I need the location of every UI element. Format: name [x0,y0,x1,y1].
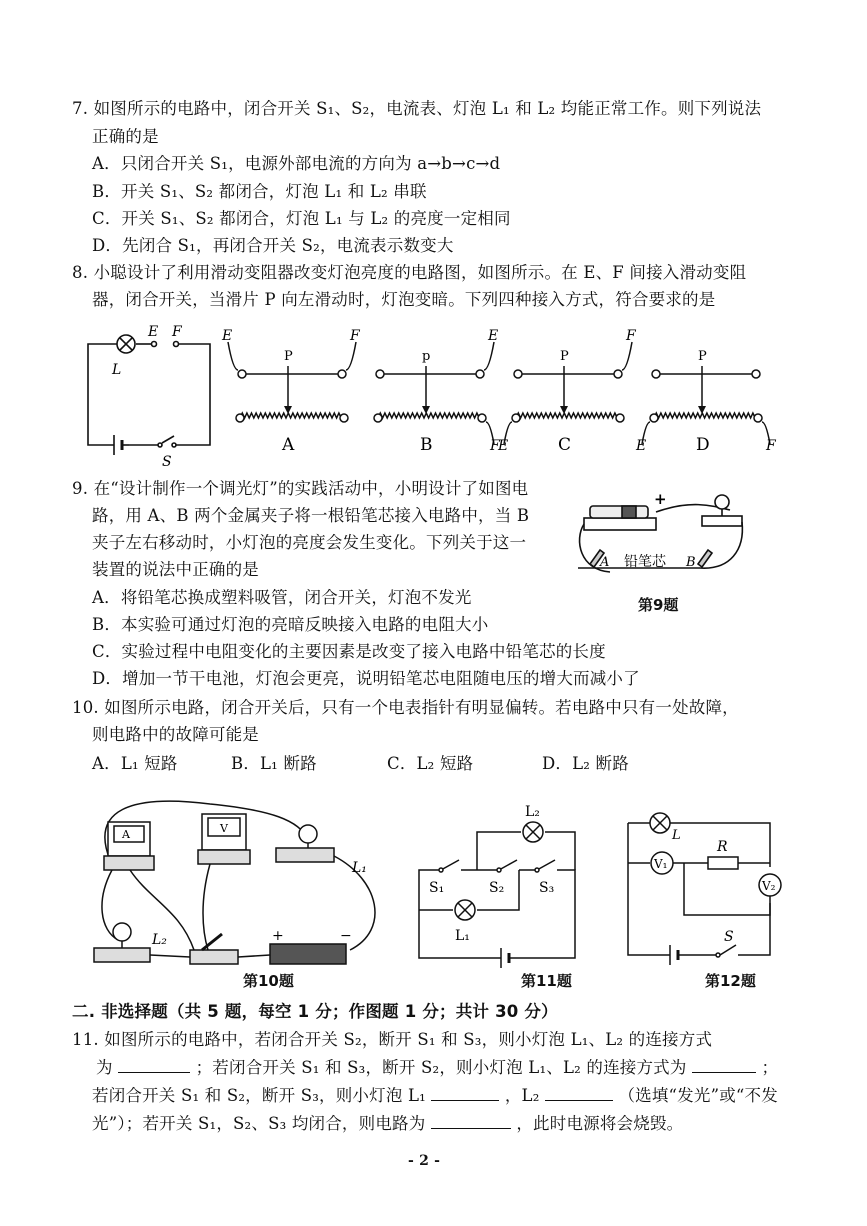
page-number: - 2 - [408,1153,441,1169]
q8-option-c [497,328,637,455]
q10-minus-label: − [340,928,352,944]
q8-terminal-top-right-label: F [350,328,360,344]
q8-slider-label: p [422,349,431,364]
q10-voltmeter-label: V [220,822,228,835]
q11-line3-a: 若闭合开关 S₁ 和 S₂，断开 S₃，则小灯泡 L₁ [92,1086,426,1105]
q12-figure-caption: 第12题 [705,972,756,990]
q11-line3-c: （选填“发光”或“不发 [618,1086,778,1105]
q10-plus-label: + [272,928,284,944]
q11-line1: 11. 如图所示的电路中，若闭合开关 S₂，断开 S₁ 和 S₃，则小灯泡 L₁、L₂ 的连接方式 [72,1030,713,1049]
q8-circuit-diagram [78,322,218,470]
q8-label-f: F [172,324,182,340]
q11-line2-c: ； [761,1058,779,1077]
q11-figure-caption: 第11题 [521,972,572,990]
q9-option-d: D．增加一节干电池，灯泡会更亮，说明铅笔芯电阻随电压的增大而减小了 [92,669,640,688]
q11-label-l1: L₁ [455,928,470,944]
q12-label-s: S [724,929,734,945]
q11-label-s2: S₂ [489,880,505,896]
q8-option-a [221,328,361,455]
q9-label-core: 铅笔芯 [624,554,666,570]
q10-figure [90,800,390,975]
q8-slider-label: P [698,349,707,364]
q8-terminal-bottom-right-label: F [490,438,500,454]
q10-option-d: D．L₂ 断路 [542,754,629,773]
q8-stem-line1: 8. 小聪设计了利用滑动变阻器改变灯泡亮度的电路图，如图所示。在 E、F 间接入滑动变阻 [72,263,747,282]
q11-label-s3: S₃ [539,880,555,896]
q10-stem-line2: 则电路中的故障可能是 [92,725,259,744]
q12-figure [620,805,785,975]
q9-figure-caption: 第9题 [638,596,679,614]
q12-label-r: R [717,839,728,855]
q12-label-l: L [672,828,681,843]
q11-figure [405,800,595,975]
q8-slider-label: P [560,349,569,364]
q11-line2-b: ；若闭合开关 S₁ 和 S₃，断开 S₂，则小灯泡 L₁、L₂ 的连接方式为 [195,1058,687,1077]
q11-line4 [92,1112,683,1135]
q7-option-b: B．开关 S₁、S₂ 都闭合，灯泡 L₁ 和 L₂ 串联 [92,182,427,201]
q10-option-a: A．L₁ 短路 [92,754,178,773]
q8-option-letter: A [282,435,295,455]
q8-terminal-top-left-label: E [222,328,233,344]
q8-terminal-top-right-label: F [626,328,636,344]
q8-slider-label: P [284,349,293,364]
q9-option-c: C．实验过程中电阻变化的主要因素是改变了接入电路中铅笔芯的长度 [92,642,606,661]
q8-option-b [374,328,501,455]
q7-option-d: D．先闭合 S₁，再闭合开关 S₂，电流表示数变大 [92,236,454,255]
q8-terminal-bottom-left-label: E [636,438,647,454]
q9-label-a: A [600,555,610,570]
q10-option-c: C．L₂ 短路 [387,754,474,773]
q12-label-v2: V₂ [762,879,776,893]
q11-blank-3[interactable] [431,1084,499,1101]
q9-option-b: B．本实验可通过灯泡的亮暗反映接入电路的电阻大小 [92,615,489,634]
q8-label-e: E [148,324,159,340]
q11-line2 [96,1056,778,1079]
q8-option-d [635,349,777,455]
q9-stem-line1: 9. 在“设计制作一个调光灯”的实践活动中，小明设计了如图电 [72,479,529,498]
q9-figure [570,480,750,590]
q11-line3-b: ，L₂ [504,1086,540,1105]
q11-label-l2: L₂ [525,804,540,820]
q11-blank-5[interactable] [431,1112,511,1129]
q8-option-letter: C [558,435,572,455]
q8-terminal-top-right-label: E [488,328,499,344]
q7-option-c: C．开关 S₁、S₂ 都闭合，灯泡 L₁ 与 L₂ 的亮度一定相同 [92,209,511,228]
q11-line3 [92,1084,778,1107]
q8-option-letter: B [420,435,433,455]
q8-terminal-bottom-left-label: E [498,438,509,454]
q10-label-l1: L₁ [352,860,367,876]
q11-blank-4[interactable] [545,1084,613,1101]
q10-label-l2: L₂ [152,932,167,948]
q9-plus-label: + [654,490,667,508]
q10-ammeter-label: A [122,828,130,841]
q8-label-s: S [162,454,172,470]
q11-blank-1[interactable] [118,1056,190,1073]
q8-terminal-bottom-right-label: F [766,438,776,454]
section-2-heading: 二. 非选择题（共 5 题，每空 1 分；作图题 1 分；共计 30 分） [72,1002,558,1021]
q8-rheostat-options [222,326,782,456]
q10-figure-caption: 第10题 [243,972,294,990]
q10-stem-line1: 10. 如图所示电路，闭合开关后，只有一个电表指针有明显偏转。若电路中只有一处故障， [72,698,739,717]
q7-stem-line2: 正确的是 [92,127,159,146]
q9-stem-line2: 路，用 A、B 两个金属夹子将一根铅笔芯接入电路中，当 B [92,506,530,525]
q7-option-a: A．只闭合开关 S₁，电源外部电流的方向为 a→b→c→d [92,154,501,173]
q12-label-v1: V₁ [654,857,668,871]
q11-line2-a: 为 [96,1058,113,1077]
q11-line4-b: ，此时电源将会烧毁。 [516,1114,684,1133]
q9-stem-line3: 夹子左右移动时，小灯泡的亮度会发生变化。下列关于这一 [92,533,527,552]
q10-option-b: B．L₁ 断路 [231,754,317,773]
q8-stem-line2: 器，闭合开关，当滑片 P 向左滑动时，灯泡变暗。下列四种接入方式，符合要求的是 [92,290,716,309]
q11-blank-2[interactable] [692,1056,756,1073]
q9-option-a: A．将铅笔芯换成塑料吸管，闭合开关，灯泡不发光 [92,588,472,607]
q7-stem-line1: 7. 如图所示的电路中，闭合开关 S₁、S₂，电流表、灯泡 L₁ 和 L₂ 均能正常工作。则下列说法 [72,99,762,118]
q8-option-letter: D [696,435,710,455]
q8-label-l: L [112,362,122,378]
q11-line4-a: 光”）；若开关 S₁，S₂、S₃ 均闭合，则电路为 [92,1114,426,1133]
q9-label-b: B [686,555,696,570]
q9-stem-line4: 装置的说法中正确的是 [92,560,259,579]
q11-label-s1: S₁ [429,880,445,896]
